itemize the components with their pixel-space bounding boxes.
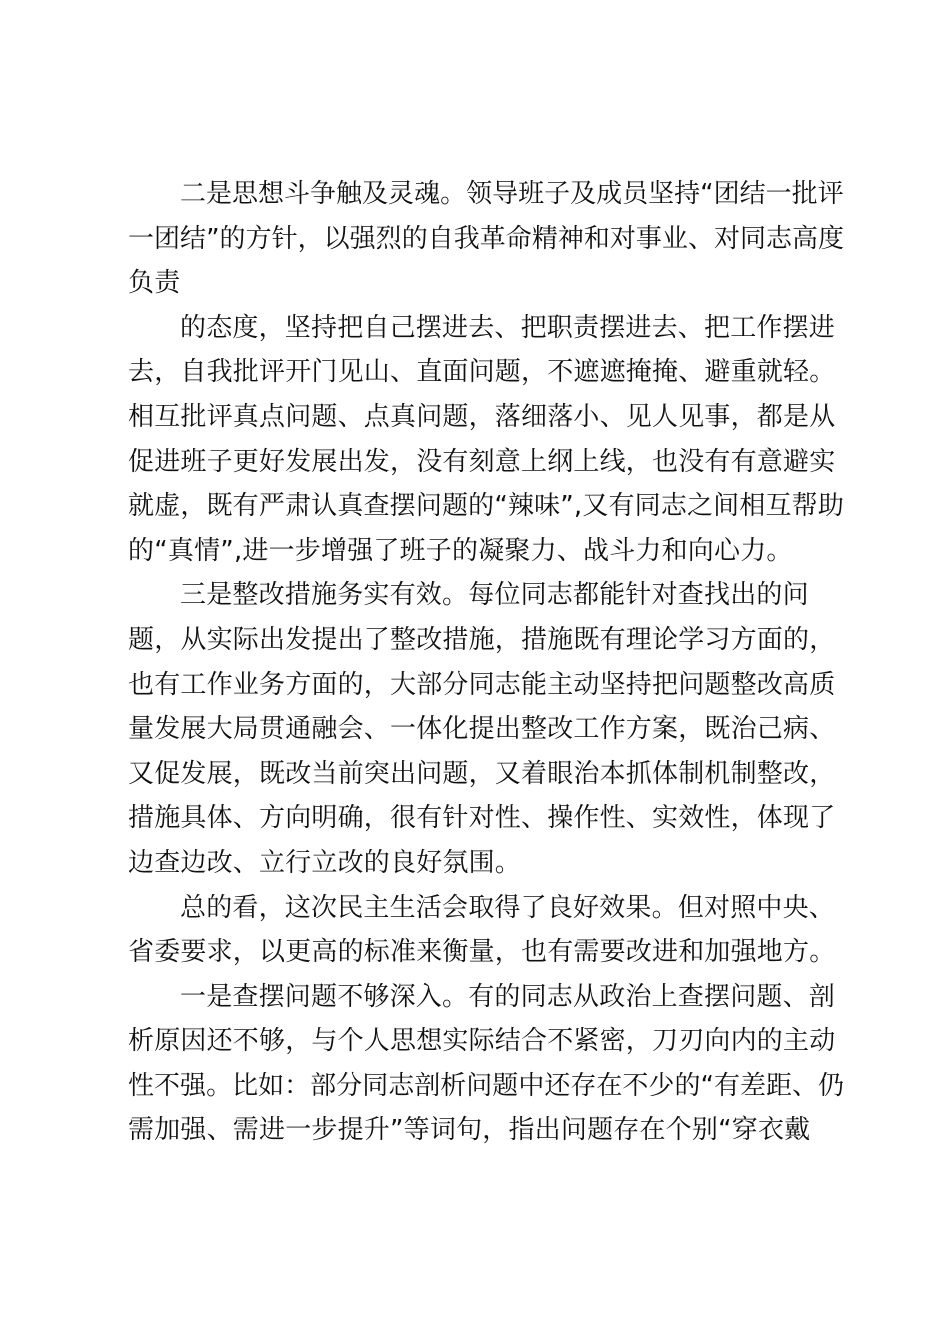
text-line: 析原因还不够，与个人思想实际结合不紧密，刀刃向内的主动 xyxy=(128,1026,836,1057)
text-line: 去，自我批评开门见山、直面问题，不遮遮掩掩、避重就轻。 xyxy=(128,357,836,388)
text-line: 又促发展，既改当前突出问题，又着眼治本抓体制机制整改， xyxy=(128,758,836,789)
text-line: 措施具体、方向明确，很有针对性、操作性、实效性，体现了 xyxy=(128,803,836,834)
text-line: 需加强、需进一步提升”等词句，指出问题存在个别“穿衣戴 xyxy=(128,1115,811,1146)
text-line: 负责 xyxy=(128,268,181,299)
text-line: 的“真情”,进一步增强了班子的凝聚力、战斗力和向心力。 xyxy=(128,535,793,566)
text-line: 省委要求，以更高的标准来衡量，也有需要改进和加强地方。 xyxy=(128,937,836,968)
document-body xyxy=(128,172,845,1153)
text-line: 就虚，既有严肃认真查摆问题的“辣味”,又有同志之间相互帮助 xyxy=(128,491,845,522)
text-line: 相互批评真点问题、点真问题，落细落小、见人见事，都是从 xyxy=(128,401,836,432)
text-line: 一是查摆问题不够深入。有的同志从政治上查摆问题、剖 xyxy=(180,981,836,1012)
text-line: 的态度，坚持把自己摆进去、把职责摆进去、把工作摆进 xyxy=(180,312,836,343)
text-line: 二是思想斗争触及灵魂。领导班子及成员坚持“团结一批评 xyxy=(180,179,844,209)
text-line: 三是整改措施务实有效。每位同志都能针对查找出的问 xyxy=(180,580,809,611)
text-line: 一团结”的方针，以强烈的自我革命精神和对事业、对同志高度 xyxy=(128,223,845,254)
text-line: 题，从实际出发提出了整改措施，措施既有理论学习方面的， xyxy=(128,624,836,655)
text-line: 总的看，这次民主生活会取得了良好效果。但对照中央、 xyxy=(180,892,836,923)
text-line: 量发展大局贯通融会、一体化提出整改工作方案，既治己病、 xyxy=(128,714,836,745)
text-line: 也有工作业务方面的，大部分同志能主动坚持把问题整改高质 xyxy=(128,669,836,700)
text-line: 边查边改、立行立改的良好氛围。 xyxy=(128,847,522,878)
text-line: 促进班子更好发展出发，没有刻意上纲上线，也没有有意避实 xyxy=(128,446,836,477)
text-line: 性不强。比如：部分同志剖析问题中还存在不少的“有差距、仍 xyxy=(128,1070,845,1101)
